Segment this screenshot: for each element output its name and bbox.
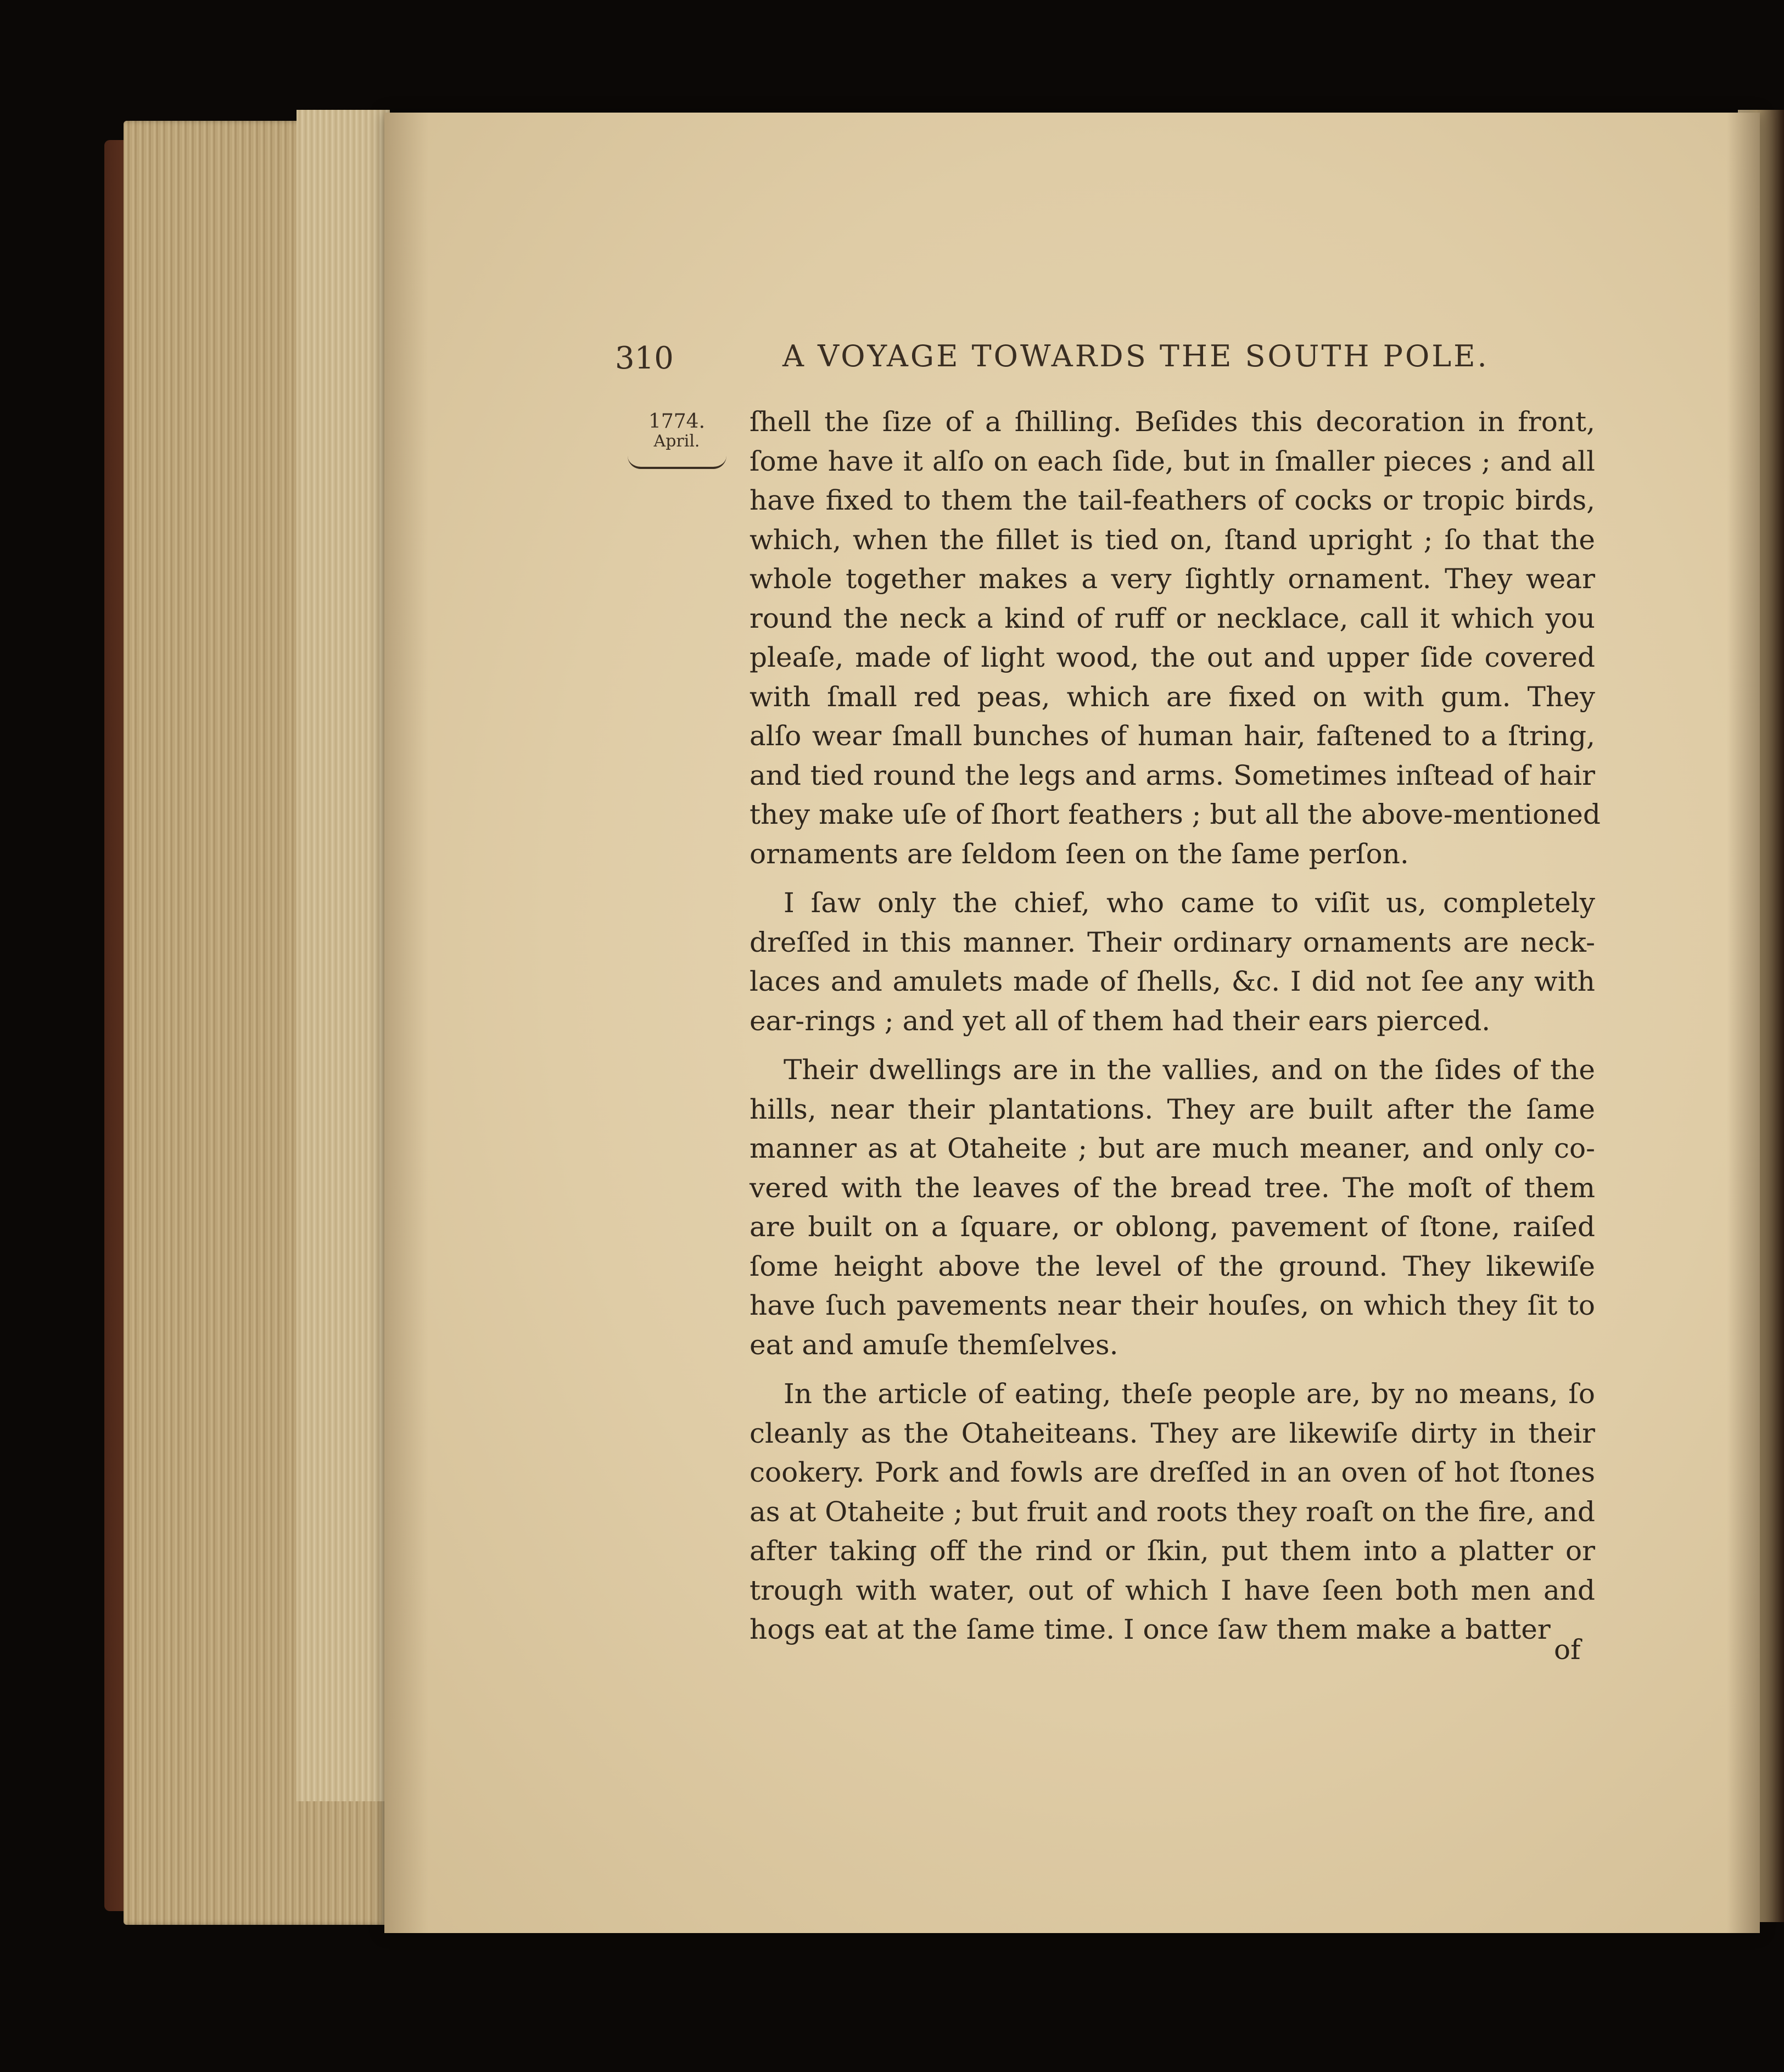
text-line: are built on a ſquare, or oblong, pavement of ſtone, raiſed	[750, 1211, 1595, 1243]
paragraph-gap	[750, 874, 1595, 884]
text-line: after taking off the rind or ſkin, put them into a platter or	[750, 1535, 1595, 1567]
text-line: have fixed to them the tail-feathers of cocks or tropic birds,	[750, 484, 1595, 516]
text-line: eat and amuſe themſelves.	[750, 1328, 1119, 1361]
text-line: with ſmall red peas, which are fixed on with gum. They	[750, 680, 1595, 713]
margin-brace	[628, 456, 726, 469]
text-line: ear-rings ; and yet all of them had their ears pierced.	[750, 1004, 1491, 1037]
paragraph-gap	[750, 1365, 1595, 1375]
text-line: Their dwellings are in the vallies, and on the ſides of the	[784, 1054, 1595, 1086]
running-title: A VOYAGE TOWARDS THE SOUTH POLE.	[782, 339, 1489, 373]
text-line: dreſſed in this manner. Their ordinary ornaments are neck-	[750, 926, 1595, 958]
body-text	[750, 403, 1601, 1650]
page-number: 310	[615, 340, 674, 376]
margin-year: 1774.	[648, 410, 706, 433]
book-page	[384, 113, 1760, 1933]
paragraph	[750, 1375, 1595, 1650]
paragraph	[750, 884, 1595, 1041]
text-line: hogs eat at the ſame time. I once ſaw them make a batter	[750, 1613, 1551, 1645]
margin-date-note	[620, 412, 733, 469]
text-line: which, when the fillet is tied on, ſtand upright ; ſo that the	[750, 523, 1595, 556]
catchword: of	[1554, 1634, 1581, 1666]
text-line: In the article of eating, theſe people are, by no means, ſo	[784, 1378, 1595, 1410]
paragraph	[750, 403, 1601, 874]
paragraph-gap	[750, 1041, 1595, 1051]
text-line: manner as at Otaheite ; but are much meaner, and only co-	[750, 1132, 1595, 1164]
text-line: trough with water, out of which I have ſeen both men and	[750, 1574, 1595, 1606]
text-line: vered with the leaves of the bread tree. The moſt of them	[750, 1171, 1595, 1204]
text-line: alſo wear ſmall bunches of human hair, faſtened to a ſtring,	[750, 720, 1595, 752]
text-line: cookery. Pork and fowls are dreſſed in an oven of hot ſtones	[750, 1456, 1595, 1488]
text-line: laces and amulets made of ſhells, &c. I did not ſee any with	[750, 965, 1595, 997]
text-line: ſome height above the level of the ground. They likewiſe	[750, 1250, 1595, 1282]
text-line: have ſuch pavements near their houſes, on which they ſit to	[750, 1289, 1595, 1321]
paragraph	[750, 1051, 1595, 1365]
text-line: round the neck a kind of ruff or necklace, call it which you	[750, 602, 1595, 634]
page-stack-fore-edge	[297, 110, 390, 1801]
text-line: pleaſe, made of light wood, the out and upper ſide covered	[750, 641, 1595, 673]
text-line: cleanly as the Otaheiteans. They are likewiſe dirty in their	[750, 1417, 1595, 1449]
text-line: ſome have it alſo on each ſide, but in ſmaller pieces ; and all	[750, 445, 1595, 477]
text-line: whole together makes a very ſightly ornament. They wear	[750, 563, 1595, 595]
text-line: and tied round the legs and arms. Sometimes inſtead of hair	[750, 759, 1595, 791]
text-line: hills, near their plantations. They are built after the ſame	[750, 1093, 1595, 1125]
text-line: ſhell the ſize of a ſhilling. Beſides this decoration in front,	[750, 406, 1595, 438]
text-line: I ſaw only the chief, who came to viſit us, completely	[784, 887, 1595, 919]
text-line: they make uſe of ſhort feathers ; but all the above-mentioned	[750, 798, 1601, 830]
text-line: ornaments are ſeldom ſeen on the ſame perſon.	[750, 837, 1409, 870]
margin-month: April.	[653, 432, 700, 451]
text-line: as at Otaheite ; but fruit and roots they roaſt on the fire, and	[750, 1495, 1595, 1528]
